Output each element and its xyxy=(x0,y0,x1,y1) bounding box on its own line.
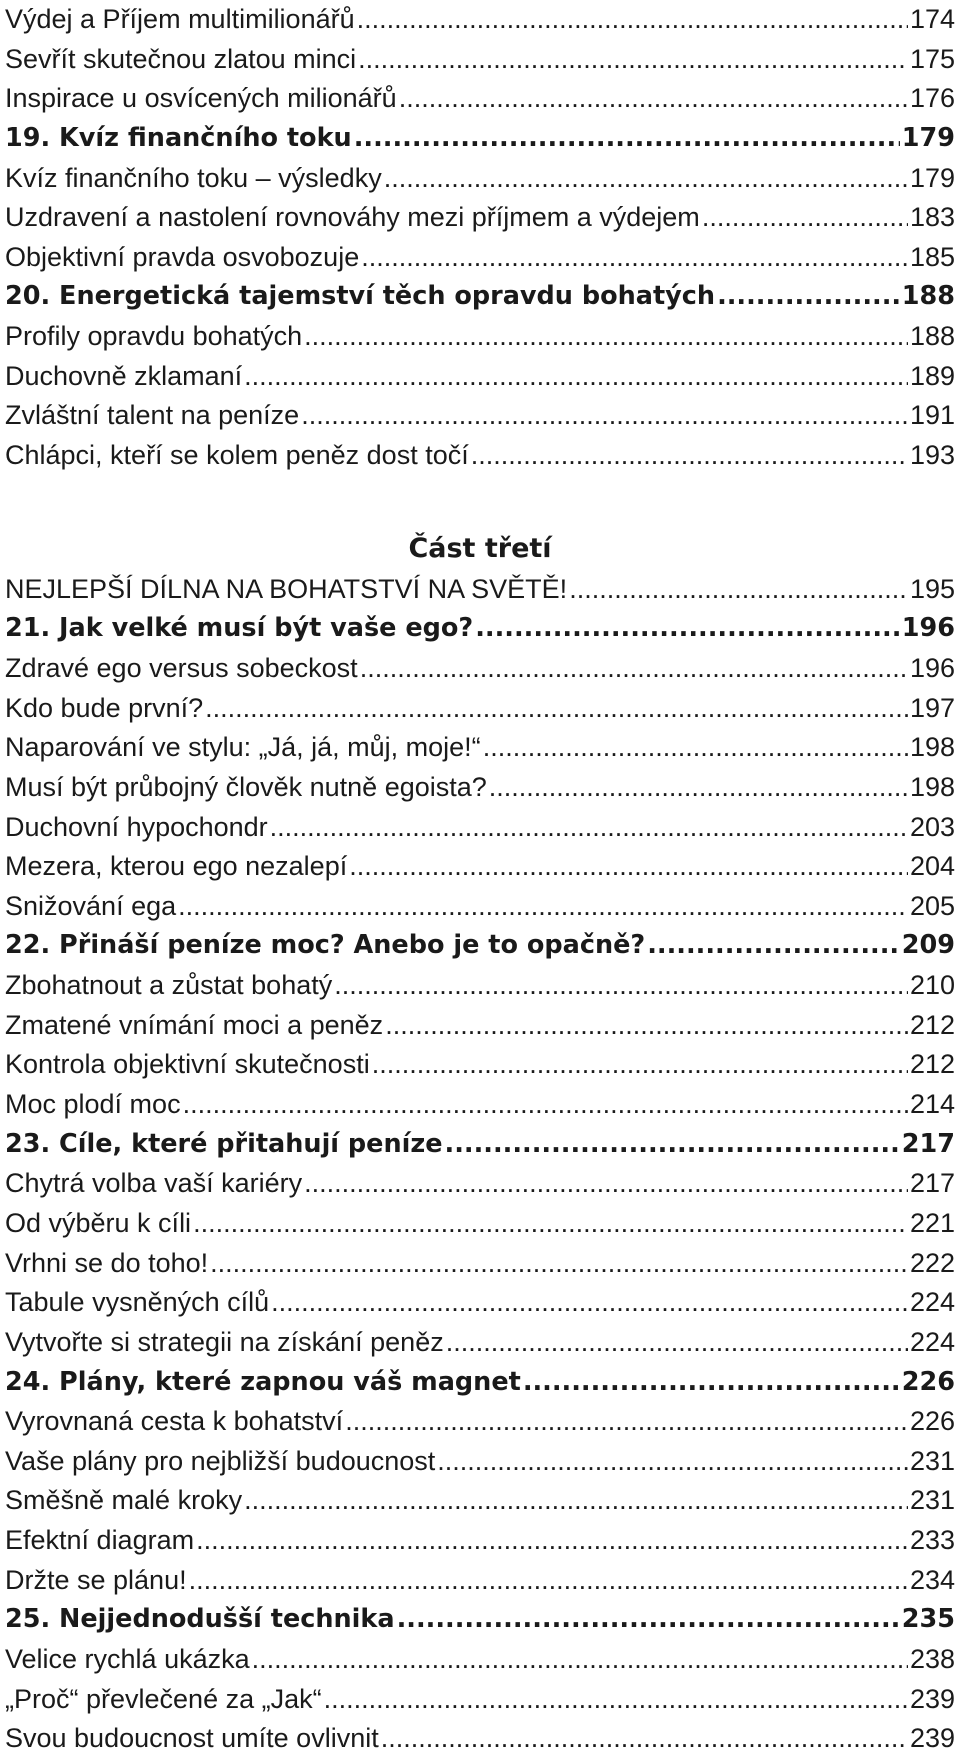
toc-entry xyxy=(5,40,955,80)
toc-entry xyxy=(5,357,955,397)
dot-leader xyxy=(196,1521,908,1561)
toc-entry-title: 21. Jak velké musí být vaše ego? xyxy=(5,613,474,644)
toc-page-number: 233 xyxy=(909,1525,955,1556)
toc-page-number: 188 xyxy=(909,321,955,352)
toc-page-number: 234 xyxy=(909,1564,955,1595)
toc-page-number: 231 xyxy=(909,1485,955,1516)
toc-entry xyxy=(5,1244,955,1284)
toc-page-number: 235 xyxy=(901,1604,955,1635)
toc-entry-title: 24. Plány, které zapnou váš magnet xyxy=(5,1366,521,1397)
toc-entry-title: Profily opravdu bohatých xyxy=(5,321,303,352)
toc-chapter-entry xyxy=(5,277,955,317)
toc-page-number: 198 xyxy=(909,732,955,763)
toc-entry xyxy=(5,768,955,808)
toc-gap xyxy=(5,476,955,528)
toc-entry-title: Efektní diagram xyxy=(5,1525,195,1556)
dot-leader xyxy=(244,1481,908,1521)
toc-entry-title: Držte se plánu! xyxy=(5,1564,187,1595)
toc-entry-title: Uzdravení a nastolení rovnováhy mezi příjmem a výdejem xyxy=(5,202,700,233)
toc-page-number: 214 xyxy=(909,1089,955,1120)
dot-leader xyxy=(445,1125,900,1165)
toc-page-number: 209 xyxy=(901,930,955,961)
dot-leader xyxy=(384,159,908,199)
toc-entry xyxy=(5,966,955,1006)
toc-entry xyxy=(5,1402,955,1442)
toc-entry xyxy=(5,1283,955,1323)
toc-chapter-entry xyxy=(5,1363,955,1403)
toc-entry-title: 22. Přináší peníze moc? Anebo je to opačně? xyxy=(5,930,646,961)
dot-leader xyxy=(271,1283,908,1323)
toc-entry xyxy=(5,238,955,278)
toc-entry xyxy=(5,1085,955,1125)
toc-entry-title: 20. Energetická tajemství těch opravdu bohatých xyxy=(5,281,716,312)
toc-page-number: 198 xyxy=(909,771,955,802)
toc-entry-title: Zbohatnout a zůstat bohatý xyxy=(5,970,333,1001)
toc-entry-title: Kontrola objektivní skutečnosti xyxy=(5,1049,370,1080)
toc-page-number: 239 xyxy=(909,1683,955,1714)
dot-leader xyxy=(569,570,908,610)
dot-leader xyxy=(210,1244,908,1284)
toc-chapter-entry xyxy=(5,1600,955,1640)
toc-entry-title: Vrhni se do toho! xyxy=(5,1247,209,1278)
dot-leader xyxy=(647,926,900,966)
toc-entry xyxy=(5,728,955,768)
toc-page-number: 174 xyxy=(909,4,955,34)
dot-leader xyxy=(489,768,908,808)
toc-entry-title: Výdej a Příjem multimilionářů xyxy=(5,4,355,34)
toc-chapter-entry xyxy=(5,1125,955,1165)
toc-page-number: 193 xyxy=(909,440,955,471)
dot-leader xyxy=(304,1164,908,1204)
dot-leader xyxy=(361,238,908,278)
toc-page-number: 217 xyxy=(909,1168,955,1199)
toc-entry-title: Naparování ve stylu: „Já, já, můj, moje!“ xyxy=(5,732,481,763)
toc-page-number: 189 xyxy=(909,360,955,391)
dot-leader xyxy=(483,728,908,768)
toc-entry-title: Směšně malé kroky xyxy=(5,1485,243,1516)
toc-page-number: 197 xyxy=(909,692,955,723)
toc-page-number: 183 xyxy=(909,202,955,233)
toc-entry xyxy=(5,1045,955,1085)
dot-leader xyxy=(717,277,900,317)
toc-entry-title: Tabule vysněných cílů xyxy=(5,1287,270,1318)
toc-entry xyxy=(5,887,955,927)
toc-entry-title: Snižování ega xyxy=(5,890,177,921)
toc-page-number: 222 xyxy=(909,1247,955,1278)
dot-leader xyxy=(193,1204,908,1244)
toc-page-number: 212 xyxy=(909,1009,955,1040)
toc-entry-title: Kdo bude první? xyxy=(5,692,204,723)
toc-entry xyxy=(5,1640,955,1680)
toc-page-number: 195 xyxy=(909,573,955,604)
toc-entry-title: Duchovně zklamaní xyxy=(5,360,243,391)
dot-leader xyxy=(324,1680,908,1720)
toc-entry-title: Musí být průbojný člověk nutně egoista? xyxy=(5,771,487,802)
dot-leader xyxy=(334,966,908,1006)
toc-entry-title: 25. Nejjednodušší technika xyxy=(5,1604,395,1635)
toc-chapter-entry xyxy=(5,609,955,649)
dot-leader xyxy=(397,1600,900,1640)
toc-entry xyxy=(5,1323,955,1363)
dot-leader xyxy=(523,1363,900,1403)
toc-page-number: 210 xyxy=(909,970,955,1001)
toc-part-entry xyxy=(5,570,955,610)
toc-page-number: 239 xyxy=(909,1723,955,1754)
toc-page-number: 238 xyxy=(909,1643,955,1674)
toc-entry-title: Vyrovnaná cesta k bohatství xyxy=(5,1406,344,1437)
dot-leader xyxy=(345,1402,908,1442)
toc-page-number: 179 xyxy=(901,122,955,153)
dot-leader xyxy=(301,396,908,436)
toc-entry xyxy=(5,396,955,436)
toc-entry-title: Objektivní pravda osvobozuje xyxy=(5,241,360,272)
toc-page-number: 204 xyxy=(909,851,955,882)
toc-list-top xyxy=(5,0,955,476)
dot-leader xyxy=(349,847,908,887)
dot-leader xyxy=(178,887,908,927)
dot-leader xyxy=(189,1561,908,1601)
dot-leader xyxy=(244,357,908,397)
toc-page-number: 196 xyxy=(909,652,955,683)
toc-page-number: 175 xyxy=(909,43,955,74)
toc-entry-title: Chlápci, kteří se kolem peněz dost točí xyxy=(5,440,469,471)
toc-entry-title: Od výběru k cíli xyxy=(5,1207,192,1238)
toc-entry xyxy=(5,0,955,40)
dot-leader xyxy=(304,317,908,357)
toc-entry-title: Moc plodí moc xyxy=(5,1089,181,1120)
toc-page-number: 191 xyxy=(909,400,955,431)
toc-entry xyxy=(5,689,955,729)
toc-page-number: 203 xyxy=(909,811,955,842)
dot-leader xyxy=(205,689,908,729)
toc-entry xyxy=(5,317,955,357)
toc-entry xyxy=(5,436,955,476)
part-heading: Část třetí xyxy=(408,532,552,564)
toc-entry-title: 23. Cíle, které přitahují peníze xyxy=(5,1128,443,1159)
toc-chapter-entry xyxy=(5,119,955,159)
dot-leader xyxy=(385,1006,908,1046)
dot-leader xyxy=(399,79,908,119)
dot-leader xyxy=(358,40,908,80)
toc-entry xyxy=(5,808,955,848)
dot-leader xyxy=(475,609,900,649)
dot-leader xyxy=(702,198,908,238)
toc-entry xyxy=(5,159,955,199)
toc-entry xyxy=(5,1164,955,1204)
toc-entry-title: Inspirace u osvícených milionářů xyxy=(5,83,397,114)
toc-chapter-entry xyxy=(5,926,955,966)
dot-leader xyxy=(183,1085,908,1125)
dot-leader xyxy=(446,1323,908,1363)
toc-entry-title: Vytvořte si strategii na získání peněz xyxy=(5,1326,444,1357)
toc-entry-title: Zdravé ego versus sobeckost xyxy=(5,652,358,683)
toc-entry xyxy=(5,1680,955,1720)
toc-entry xyxy=(5,1006,955,1046)
toc-page-number: 231 xyxy=(909,1445,955,1476)
toc-entry xyxy=(5,198,955,238)
toc-entry xyxy=(5,847,955,887)
toc-entry-title: Zmatené vnímání moci a peněz xyxy=(5,1009,384,1040)
toc-entry xyxy=(5,1719,955,1759)
toc-page-number: 226 xyxy=(901,1366,955,1397)
toc-page-number: 176 xyxy=(909,83,955,114)
toc-page-number: 212 xyxy=(909,1049,955,1080)
toc-entry-title: Chytrá volba vaší kariéry xyxy=(5,1168,303,1199)
toc-entry xyxy=(5,1442,955,1482)
toc-entry xyxy=(5,1521,955,1561)
dot-leader xyxy=(252,1640,908,1680)
dot-leader xyxy=(270,808,908,848)
toc-entry xyxy=(5,1561,955,1601)
toc-entry-title: Zvláštní talent na peníze xyxy=(5,400,300,431)
dot-leader xyxy=(471,436,908,476)
toc-page-number: 226 xyxy=(909,1406,955,1437)
toc-entry-title: NEJLEPŠÍ DÍLNA NA BOHATSTVÍ NA SVĚTĚ! xyxy=(5,573,568,604)
toc-entry-title: Mezera, kterou ego nezalepí xyxy=(5,851,348,882)
toc-page-number: 224 xyxy=(909,1287,955,1318)
toc-entry xyxy=(5,1204,955,1244)
dot-leader xyxy=(372,1045,908,1085)
toc-entry-title: Sevřít skutečnou zlatou minci xyxy=(5,43,357,74)
toc-list-bottom xyxy=(5,570,955,1759)
toc-entry-title: Vaše plány pro nejbližší budoucnost xyxy=(5,1445,436,1476)
dot-leader xyxy=(354,119,900,159)
dot-leader xyxy=(437,1442,908,1482)
dot-leader xyxy=(360,649,908,689)
toc-entry xyxy=(5,1481,955,1521)
toc-page-number: 185 xyxy=(909,241,955,272)
toc-entry-title: 19. Kvíz finančního toku xyxy=(5,122,352,153)
toc-entry-title: „Proč“ převlečené za „Jak“ xyxy=(5,1683,322,1714)
toc-entry-title: Kvíz finančního toku – výsledky xyxy=(5,162,382,193)
toc-entry xyxy=(5,649,955,689)
toc-entry-title: Svou budoucnost umíte ovlivnit xyxy=(5,1723,379,1754)
toc-entry-title: Velice rychlá ukázka xyxy=(5,1643,250,1674)
toc-entry-title: Duchovní hypochondr xyxy=(5,811,268,842)
toc-page-number: 196 xyxy=(901,613,955,644)
table-of-contents xyxy=(5,0,955,1759)
toc-page-number: 188 xyxy=(901,281,955,312)
toc-entry xyxy=(5,79,955,119)
dot-leader xyxy=(381,1719,908,1759)
toc-page-number: 179 xyxy=(909,162,955,193)
toc-page-number: 224 xyxy=(909,1326,955,1357)
toc-page-number: 217 xyxy=(901,1128,955,1159)
dot-leader xyxy=(357,0,908,40)
toc-page-number: 221 xyxy=(909,1207,955,1238)
toc-page-number: 205 xyxy=(909,890,955,921)
